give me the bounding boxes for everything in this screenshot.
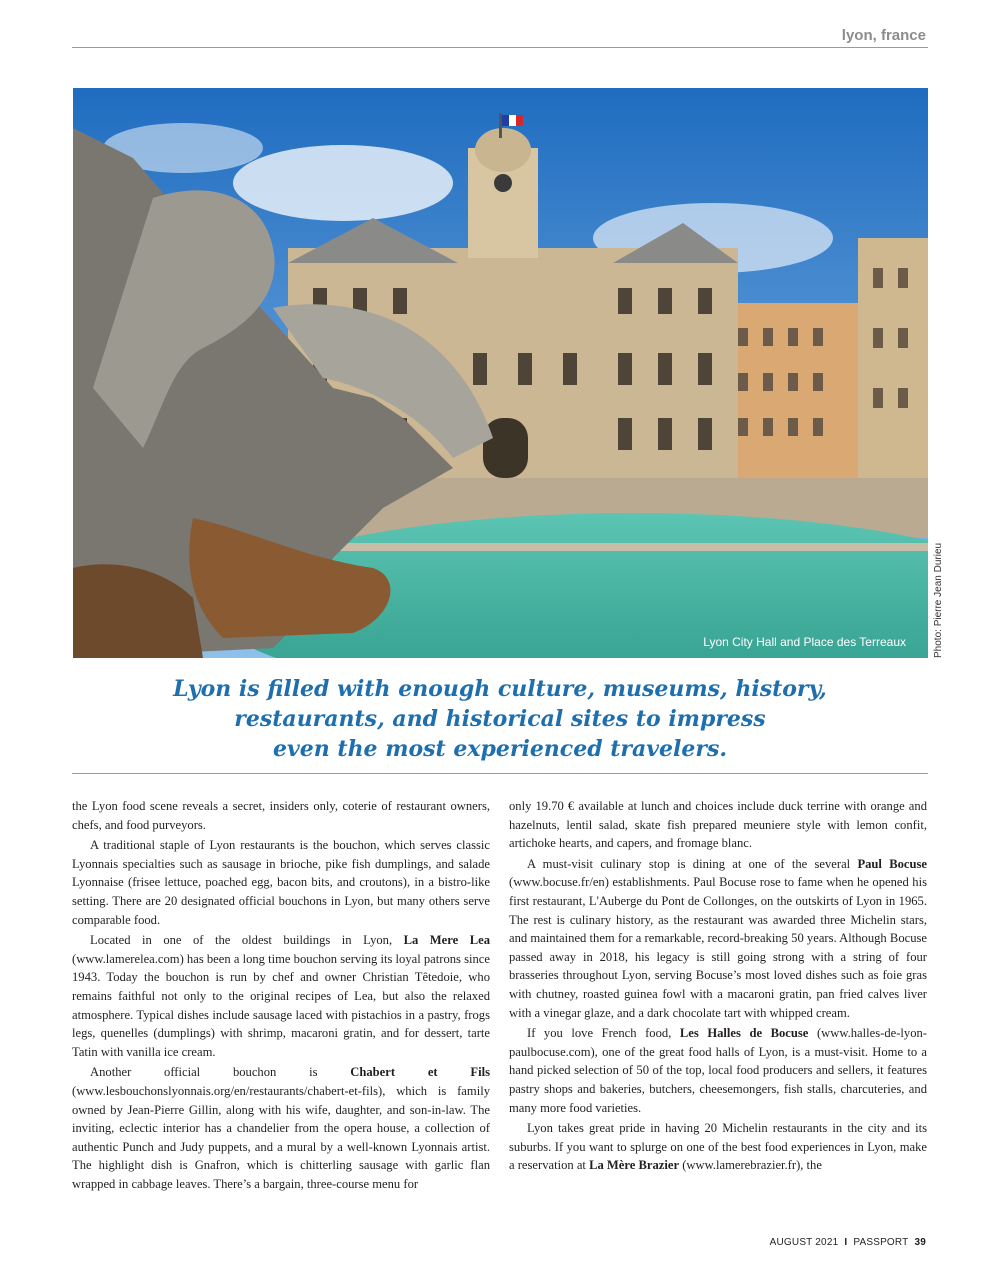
restaurant-name: Chabert et Fils bbox=[350, 1065, 490, 1080]
page-number: 39 bbox=[914, 1237, 926, 1248]
article-paragraph: A must-visit culinary stop is dining at one of the several Paul Bocuse (www.bocuse.fr/en) establishments. Paul Bocuse rose to fame when he opened his first restaurant, L'Auberge du Pont de Collonges, on the outskirts of Lyon in 1965. The rest is culinary history, as the restaurant was awarded three Michelin stars, and maintained them for a remarkable, record-breaking 50 years. Although Bocuse passed away in 2018, his legacy is still going strong with a string of four brasseries throughout Lyon, serving Bocuse’s most loved dishes such as foie gras with chutney, roasted guinea fowl with a macaroni gratin, pan fried calves liver with a vinegar glaze, and a dark chocolate tart with whipped cream. bbox=[509, 856, 927, 1020]
photo-caption: Lyon City Hall and Place des Terreaux bbox=[703, 635, 906, 649]
article-paragraph: A traditional staple of Lyon restaurants is the bouchon, which serves classic Lyonnais specialties such as sausage in brioche, pike fish dumplings, and salade Lyonnaise (frisee lettuce, poached egg, bacon bits, and croutons), in a bistro-like setting. There are 20 designated official bouchons in Lyon, but many others serve comparable food. bbox=[72, 838, 490, 927]
header-rule bbox=[72, 47, 928, 48]
article-paragraph: Located in one of the oldest buildings in Lyon, La Mere Lea (www.lamerelea.com) has been a long time bouchon serving its loyal patrons since 1943. Today the bouchon is run by chef and owner Christian Têtedoie, who remains faithful not only to the original recipes of Lea, but also the relaxed atmosphere. Typical dishes include sausage laced with pistachios in a pastry, frogs legs, quenelles (dumplings) with shrimp, macaroni gratin, and for dessert, tarte Tatin with vanilla ice cream. bbox=[72, 933, 490, 1059]
pull-quote-line: restaurants, and historical sites to impress bbox=[234, 706, 766, 732]
article-column-right bbox=[509, 797, 927, 1175]
article-paragraph: only 19.70 € available at lunch and choices include duck terrine with orange and hazelnuts, lentil salad, skate fish prepared meuniere style with lemon confit, artichoke hearts, and capers, and fromage blanc. bbox=[509, 799, 927, 851]
pull-quote-rule bbox=[72, 773, 928, 774]
article-paragraph: Lyon takes great pride in having 20 Michelin restaurants in the city and its suburbs. If you want to splurge on one of the best food experiences in Lyon, make a reservation at La Mère Brazier (www.lamerebrazier.fr), the bbox=[509, 1121, 927, 1173]
page-footer bbox=[770, 1237, 926, 1248]
article-paragraph: If you love French food, Les Halles de Bocuse (www.halles-de-lyon-paulbocuse.com), one of the great food halls of Lyon, is a must-visit. Home to a hand picked selection of 50 of the top, local food producers and sellers, it features pastry shops and bakeries, butchers, cheesemongers, fish stalls, charcuteries, and many more food varieties. bbox=[509, 1026, 927, 1115]
pull-quote bbox=[72, 674, 928, 764]
restaurant-name: La Mère Brazier bbox=[589, 1158, 680, 1173]
pull-quote-line: Lyon is filled with enough culture, museums, history, bbox=[173, 676, 827, 702]
footer-separator: I bbox=[844, 1237, 848, 1248]
restaurant-name: Paul Bocuse bbox=[857, 856, 927, 871]
restaurant-name: Les Halles de Bocuse bbox=[679, 1026, 809, 1041]
article-column-left bbox=[72, 797, 490, 1193]
article-paragraph: the Lyon food scene reveals a secret, insiders only, coterie of restaurant owners, chefs, and food purveyors. bbox=[72, 799, 490, 832]
magazine-name: PASSPORT bbox=[853, 1237, 909, 1248]
lyon-city-hall-image bbox=[73, 88, 928, 658]
issue-date: AUGUST 2021 bbox=[769, 1237, 839, 1248]
photo-credit: Photo: Pierre Jean Durieu bbox=[933, 542, 944, 658]
hero-photo bbox=[73, 88, 928, 658]
restaurant-name: La Mere Lea bbox=[403, 933, 490, 948]
section-label: lyon, france bbox=[841, 27, 926, 44]
article-paragraph: Another official bouchon is Chabert et Fils (www.lesbouchonslyonnais.org/en/restaurants/chabert-et-fils), which is family owned by Jean-Pierre Gillin, along with his wife, daughter, and son-in-law. The inviting, eclectic interior has a chandelier from the opera house, a collection of authentic Punch and Judy puppets, and a mural by a well-known Lyonnais artist. The highlight dish is Gnafron, which is chitterling sausage with garlic flan wrapped in cabbage leaves. There’s a bargain, three-course menu for bbox=[72, 1065, 490, 1191]
pull-quote-line: even the most experienced travelers. bbox=[272, 736, 728, 762]
